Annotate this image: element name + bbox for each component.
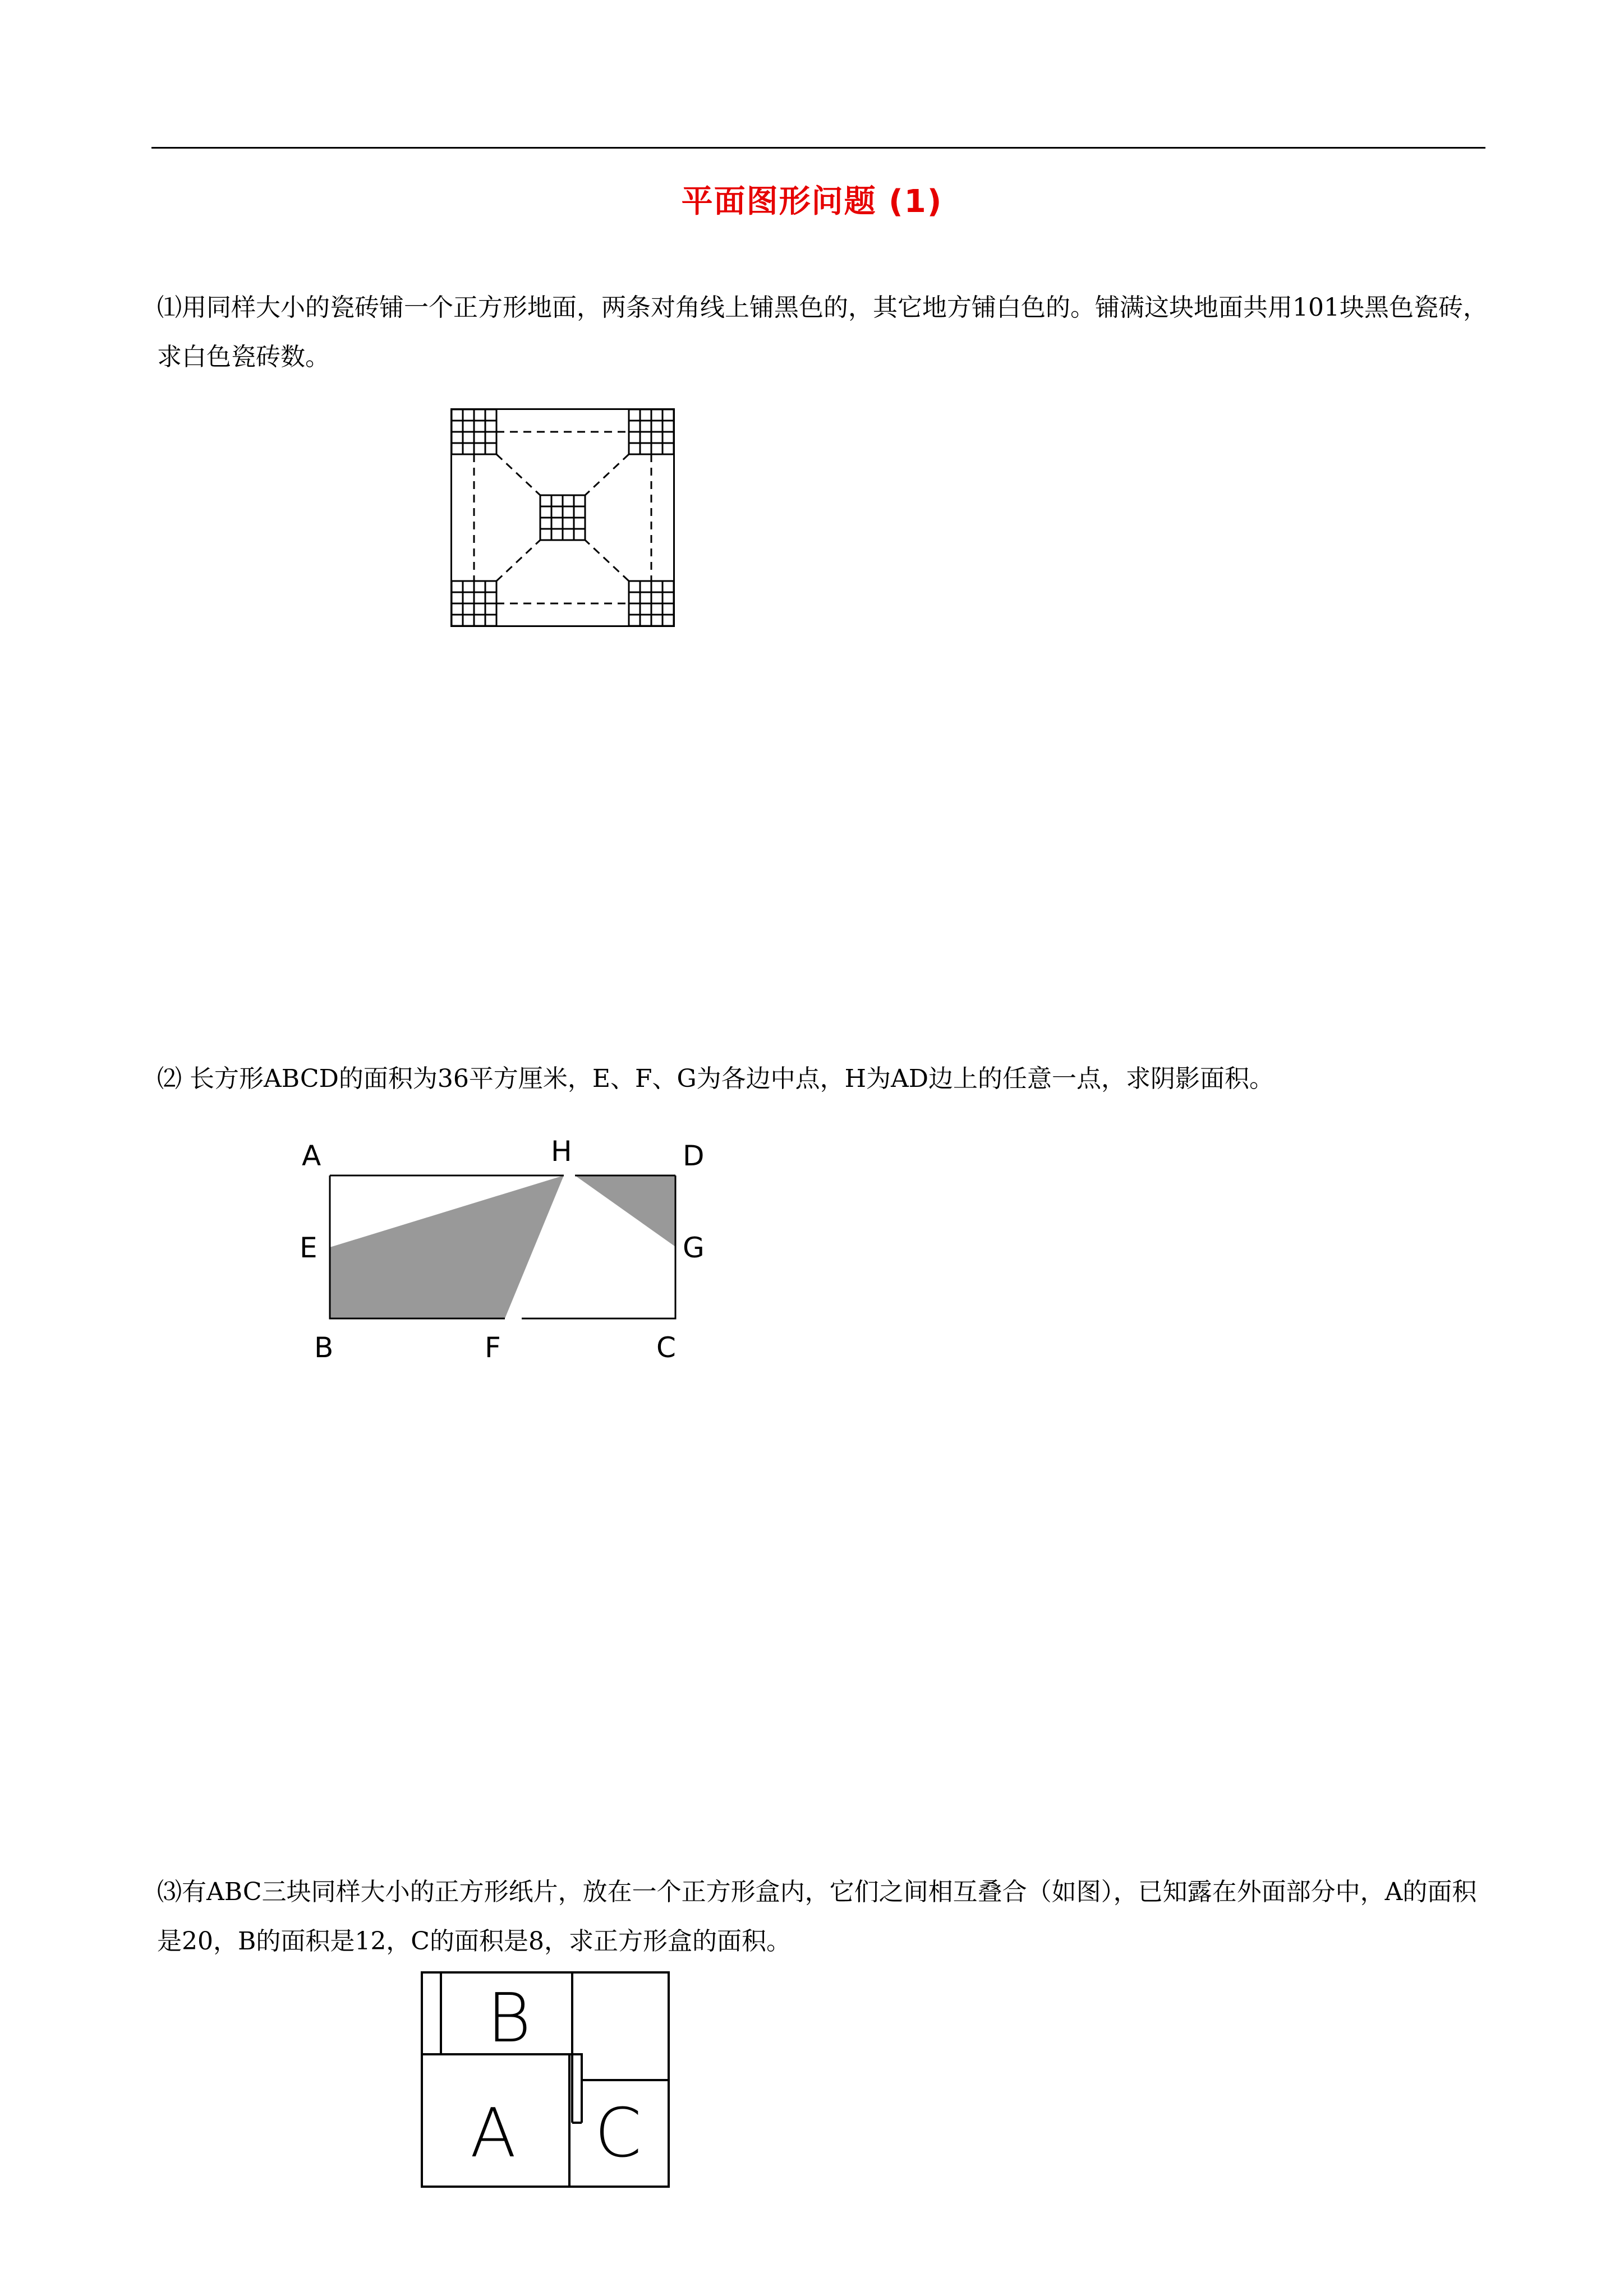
label-b: B [314, 1331, 334, 1364]
question-3-text: ⑶有ABC三块同样大小的正方形纸片，放在一个正方形盒内，它们之间相互叠合（如图），已知露在外面部分中，A的面积是20，B的面积是12，C的面积是8，求正方形盒的面积。 [157, 1878, 1477, 1956]
corner-grid-top-left [452, 409, 496, 454]
label-a: A [302, 1140, 321, 1172]
header-rule [151, 147, 1485, 149]
rectangle-abcd-diagram [292, 1133, 707, 1380]
shaded-quadrilateral [330, 1175, 564, 1318]
label-f: F [485, 1331, 501, 1364]
label-e: E [300, 1232, 318, 1264]
shaded-triangle [575, 1175, 675, 1247]
question-2-text: ⑵ 长方形ABCD的面积为36平方厘米，E、F、G为各边中点，H为AD边上的任意一点，求阴影面积。 [157, 1064, 1275, 1093]
page-title: 平面图形问题 (1) [681, 183, 943, 220]
question-1-text: ⑴用同样大小的瓷砖铺一个正方形地面，两条对角线上铺黑色的，其它地方铺白色的。铺满这块地面共用101块黑色瓷砖，求白色瓷砖数。 [157, 293, 1488, 371]
label-c: C [595, 2095, 642, 2173]
overlapping-squares-diagram [421, 1971, 673, 2190]
label-a: A [470, 2095, 517, 2173]
label-c: C [656, 1331, 676, 1364]
corner-grid-bottom-left [452, 581, 496, 626]
label-d: D [683, 1140, 705, 1172]
corner-grid-top-right [629, 409, 674, 454]
tile-square-diagram [450, 408, 675, 627]
center-grid [540, 495, 585, 540]
label-h: H [551, 1135, 572, 1168]
label-b: B [487, 1980, 531, 2058]
corner-grid-bottom-right [629, 581, 674, 626]
label-g: G [683, 1232, 705, 1264]
